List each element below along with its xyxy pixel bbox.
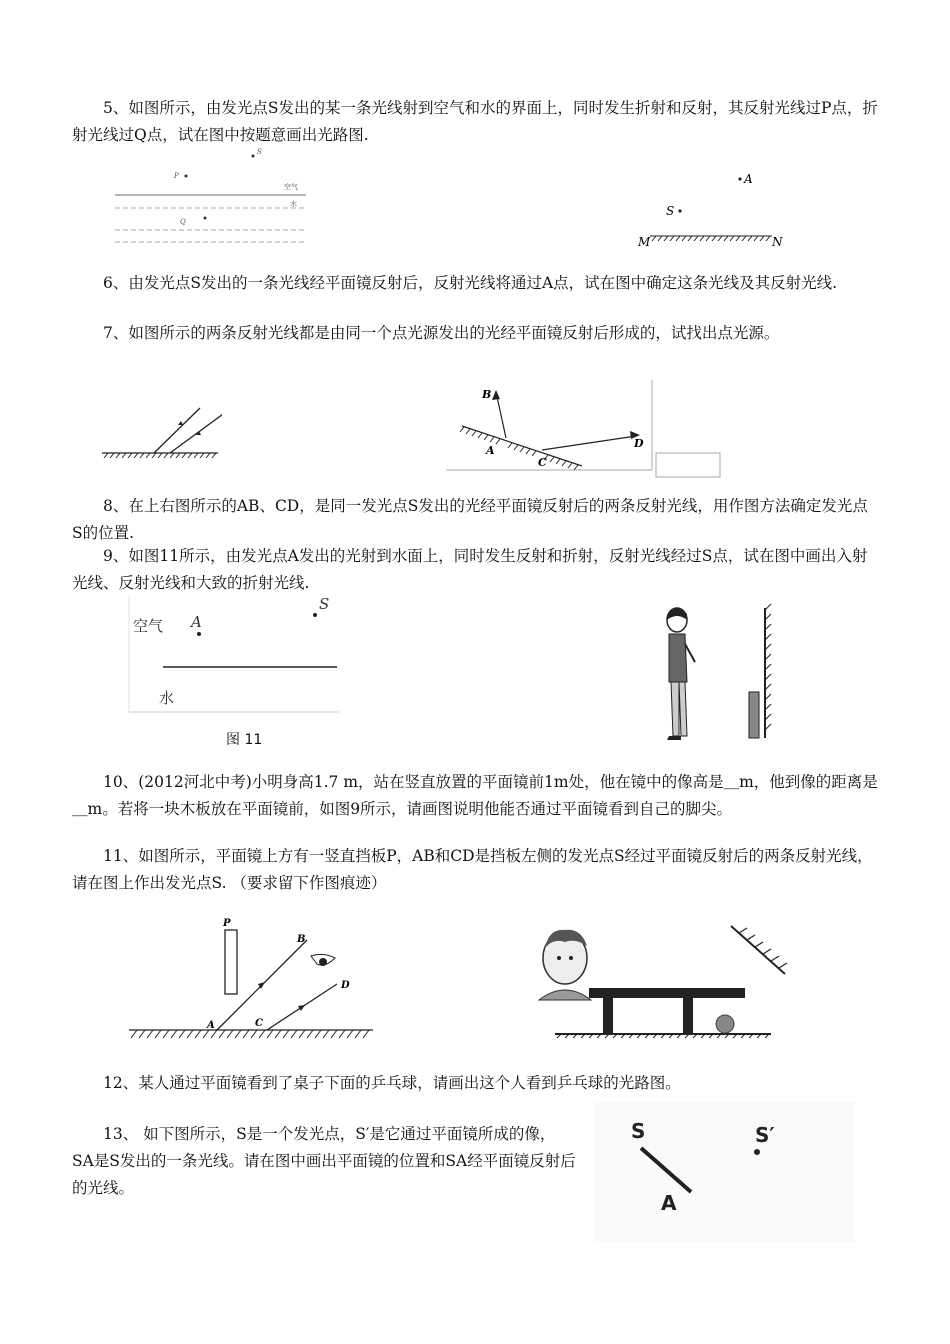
- label-q: Q: [180, 218, 186, 226]
- figure-11-air-water: [125, 595, 345, 717]
- question-5: 5、如图所示，由发光点S发出的某一条光线射到空气和水的界面上，同时发生折射和反射，其反射光线过P点，折射光线过Q点，试在图中按题意画出光路图.: [72, 99, 878, 144]
- label-p: P: [174, 172, 179, 180]
- question-6: 6、由发光点S发出的一条光线经平面镜反射后，反射光线将通过A点，试在图中确定这条光线及其反射光线.: [103, 274, 838, 292]
- label-d: D: [341, 980, 350, 991]
- label-n: N: [772, 235, 783, 249]
- label-s: S: [319, 595, 330, 613]
- question-7: 7、如图所示的两条反射光线都是由同一个点光源发出的光经平面镜反射后形成的，试找出点光源。: [103, 324, 780, 342]
- label-a: A: [207, 1020, 215, 1031]
- label-water: 水: [159, 689, 175, 707]
- label-m: M: [638, 235, 651, 249]
- question-13: 13、 如下图所示，S是一个发光点，S′是它通过平面镜所成的像，SA是S发出的一条光线。请在图中画出平面镜的位置和SA经平面镜反射后的光线。: [72, 1125, 576, 1197]
- label-a: A: [661, 1191, 677, 1215]
- label-c: C: [538, 456, 547, 469]
- figure-s-s-prime: [595, 1102, 855, 1242]
- figure-mirror-mn: [630, 165, 790, 255]
- figure-two-reflected-rays: [98, 398, 222, 464]
- label-a: A: [744, 172, 753, 186]
- label-s-prime: S′: [755, 1123, 775, 1147]
- label-air: 空气: [284, 183, 298, 191]
- label-a: A: [191, 613, 202, 631]
- label-a: A: [486, 444, 495, 457]
- figure-11-caption: 图 11: [226, 732, 263, 748]
- label-d: D: [634, 437, 644, 450]
- question-8: 8、在上右图所示的AB、CD，是同一发光点S发出的光经平面镜反射后的两条反射光线，用作图方法确定发光点S的位置.: [72, 497, 868, 542]
- label-b: B: [297, 934, 306, 945]
- label-s: S: [631, 1119, 646, 1143]
- figure-air-water-interface: [110, 148, 310, 250]
- question-10: 10、(2012河北中考)小明身高1.7 m，站在竖直放置的平面镜前1m处，他在镜中的像高是＿m，他到像的距离是＿m。若将一块木板放在平面镜前，如图9所示，请画图说明他能否通过平面镜看到自己的脚尖。: [72, 773, 878, 818]
- label-c: C: [255, 1018, 263, 1029]
- figure-mirror-ab-cd: [446, 380, 722, 478]
- figure-person-table-ball: [535, 918, 805, 1040]
- label-s: S: [666, 204, 675, 218]
- label-p: P: [223, 918, 231, 929]
- question-12: 12、某人通过平面镜看到了桌子下面的乒乓球，请画出这个人看到乒乓球的光路图。: [103, 1074, 681, 1092]
- label-b: B: [482, 388, 492, 401]
- question-9: 9、如图11所示，由发光点A发出的光射到水面上，同时发生反射和折射，反射光线经过S点，试在图中画出入射光线、反射光线和大致的折射光线.: [72, 547, 868, 592]
- question-11: 11、如图所示，平面镜上方有一竖直挡板P，AB和CD是挡板左侧的发光点S经过平面镜反射后的两条反射光线，请在图上作出发光点S. （要求留下作图痕迹）: [72, 847, 873, 892]
- label-s: S: [257, 148, 262, 156]
- label-water: 水: [290, 200, 297, 208]
- figure-boy-mirror-board: [655, 600, 780, 745]
- figure-barrier-p: [125, 912, 375, 1044]
- label-air: 空气: [133, 617, 164, 635]
